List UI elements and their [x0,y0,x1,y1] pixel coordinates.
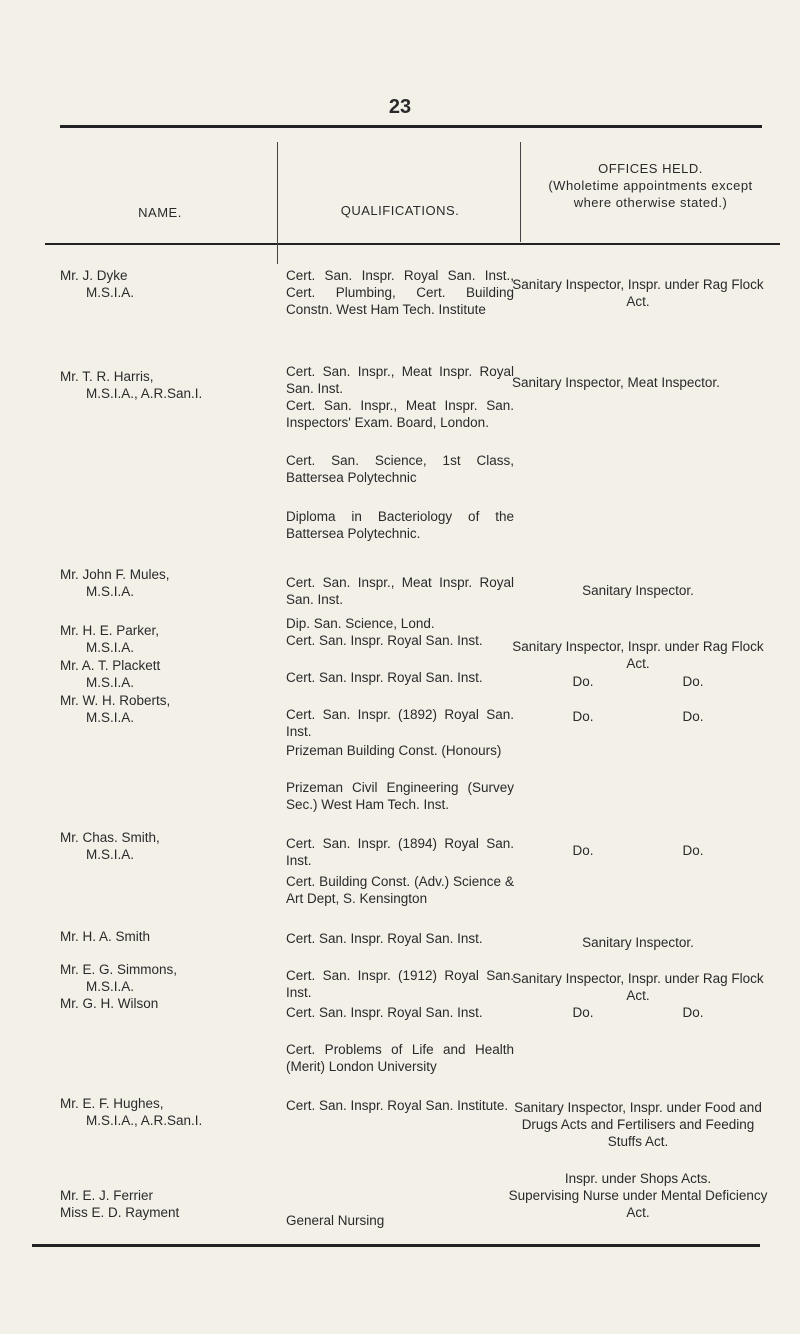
name-line: Mr. W. H. Roberts, [60,693,171,708]
name-line: Mr. E. G. Simmons, [60,962,178,977]
office: Sanitary Inspector. [582,583,694,598]
ditto-mark: Do. [572,709,594,724]
page-number: 23 [388,96,412,118]
office: Sanitary Inspector, Inspr. under Food and Drugs Acts and Fertilisers and Feeding Stuffs Act. [514,1100,762,1149]
name-entry [60,928,270,945]
ditto-mark: Do. [682,709,704,724]
qualification: Cert. San. Inspr., Meat Inspr. Royal San. Inst. [286,575,514,607]
office: Inspr. under Shops Acts. [564,1171,712,1186]
office-ditto [508,673,768,690]
qualification: Cert. San. Inspr. Royal San. Inst. [286,670,483,685]
qualification: Cert. San. Inspr. Royal San. Inst., Cert. Plumbing, Cert. Building Constn. West Ham Tech. Institute [286,268,514,317]
ditto-mark: Do. [682,843,704,858]
name-line: Mr. E. J. Ferrier [60,1188,154,1203]
qualification: Cert. San. Inspr. Royal San. Inst. [286,1005,483,1020]
name-entry [60,829,270,863]
office: Sanitary Inspector, Meat Inspector. [512,375,720,390]
header-name: NAME. [138,205,182,220]
office: Sanitary Inspector. [582,935,694,950]
name-credentials: M.S.I.A. [86,675,135,690]
qualification: Cert. San. Inspr. (1894) Royal San. Inst. [286,836,514,868]
qualification: Cert. San. Inspr. (1892) Royal San. Inst. [286,707,514,739]
qualification: Cert. San. Inspr. Royal San. Inst. [286,931,483,946]
name-line: Miss E. D. Rayment [60,1205,180,1220]
qualification: Cert. Building Const. (Adv.) Science & Art Dept, S. Kensington [286,874,514,906]
bottom-rule [32,1244,760,1247]
name-credentials: M.S.I.A. [86,979,135,994]
column-divider-1 [277,142,278,264]
name-entry [60,622,270,656]
header-offices [528,160,773,211]
name-entry [60,995,270,1012]
office-ditto [508,708,768,725]
office: Supervising Nurse under Mental Deficiency Act. [508,1188,768,1220]
name-entry [60,267,270,301]
qualification: Prizeman Civil Engineering (Survey Sec.) West Ham Tech. Inst. [286,780,514,812]
name-credentials: M.S.I.A., A.R.San.I. [86,386,203,401]
name-credentials: M.S.I.A. [86,847,135,862]
qualification: Cert. Problems of Life and Health (Merit) London University [286,1042,514,1074]
ditto-mark: Do. [572,843,594,858]
qualification: Cert. San. Inspr., Meat Inspr. San. Inspectors' Exam. Board, London. [286,398,514,430]
qualification: General Nursing [286,1213,385,1228]
name-line: Mr. John F. Mules, [60,567,170,582]
name-entry [60,566,270,600]
name-line: Mr. G. H. Wilson [60,996,159,1011]
name-line: Mr. Chas. Smith, [60,830,160,845]
ditto-mark: Do. [682,674,704,689]
name-credentials: M.S.I.A., A.R.San.I. [86,1113,203,1128]
name-line: Mr. H. E. Parker, [60,623,160,638]
ditto-mark: Do. [572,1005,594,1020]
name-line: Mr. A. T. Plackett [60,658,161,673]
name-entry [60,657,270,691]
office: Sanitary Inspector, Inspr. under Rag Flock Act. [512,277,764,309]
name-entry [60,1095,270,1129]
name-entry [60,692,270,726]
office-ditto [508,1004,768,1021]
qualification: Cert. San. Inspr. Royal San. Institute. [286,1098,509,1113]
qualification: Dip. San. Science, Lond. [286,616,435,631]
qualification: Diploma in Bacteriology of the Battersea Polytechnic. [286,509,514,541]
ditto-mark: Do. [682,1005,704,1020]
name-credentials: M.S.I.A. [86,710,135,725]
name-line: Mr. T. R. Harris, [60,369,154,384]
name-credentials: M.S.I.A. [86,584,135,599]
office-ditto [508,842,768,859]
name-line: Mr. J. Dyke [60,268,128,283]
header-qualifications: QUALIFICATIONS. [340,203,460,218]
top-rule [60,125,762,128]
name-entry [60,368,270,402]
name-credentials: M.S.I.A. [86,285,135,300]
header-offices-note: (Wholetime appointments except where otherwise stated.) [548,178,753,210]
qualification: Cert. San. Science, 1st Class, Battersea Polytechnic [286,453,514,485]
name-line: Mr. H. A. Smith [60,929,151,944]
office: Sanitary Inspector, Inspr. under Rag Flock Act. [512,639,764,671]
name-entry [60,1187,270,1204]
qualification: Cert. San. Inspr. (1912) Royal San. Inst. [286,968,514,1000]
header-rule [45,243,780,245]
name-entry [60,961,270,995]
header-offices-title: OFFICES HELD. [598,161,703,176]
qualification: Prizeman Building Const. (Honours) [286,743,502,758]
name-entry [60,1204,270,1221]
qualification: Cert. San. Inspr., Meat Inspr. Royal San. Inst. [286,364,514,396]
name-credentials: M.S.I.A. [86,640,135,655]
qualification: Cert. San. Inspr. Royal San. Inst. [286,633,483,648]
office: Sanitary Inspector, Inspr. under Rag Flock Act. [512,971,764,1003]
ditto-mark: Do. [572,674,594,689]
column-divider-2 [520,142,521,242]
name-line: Mr. E. F. Hughes, [60,1096,164,1111]
